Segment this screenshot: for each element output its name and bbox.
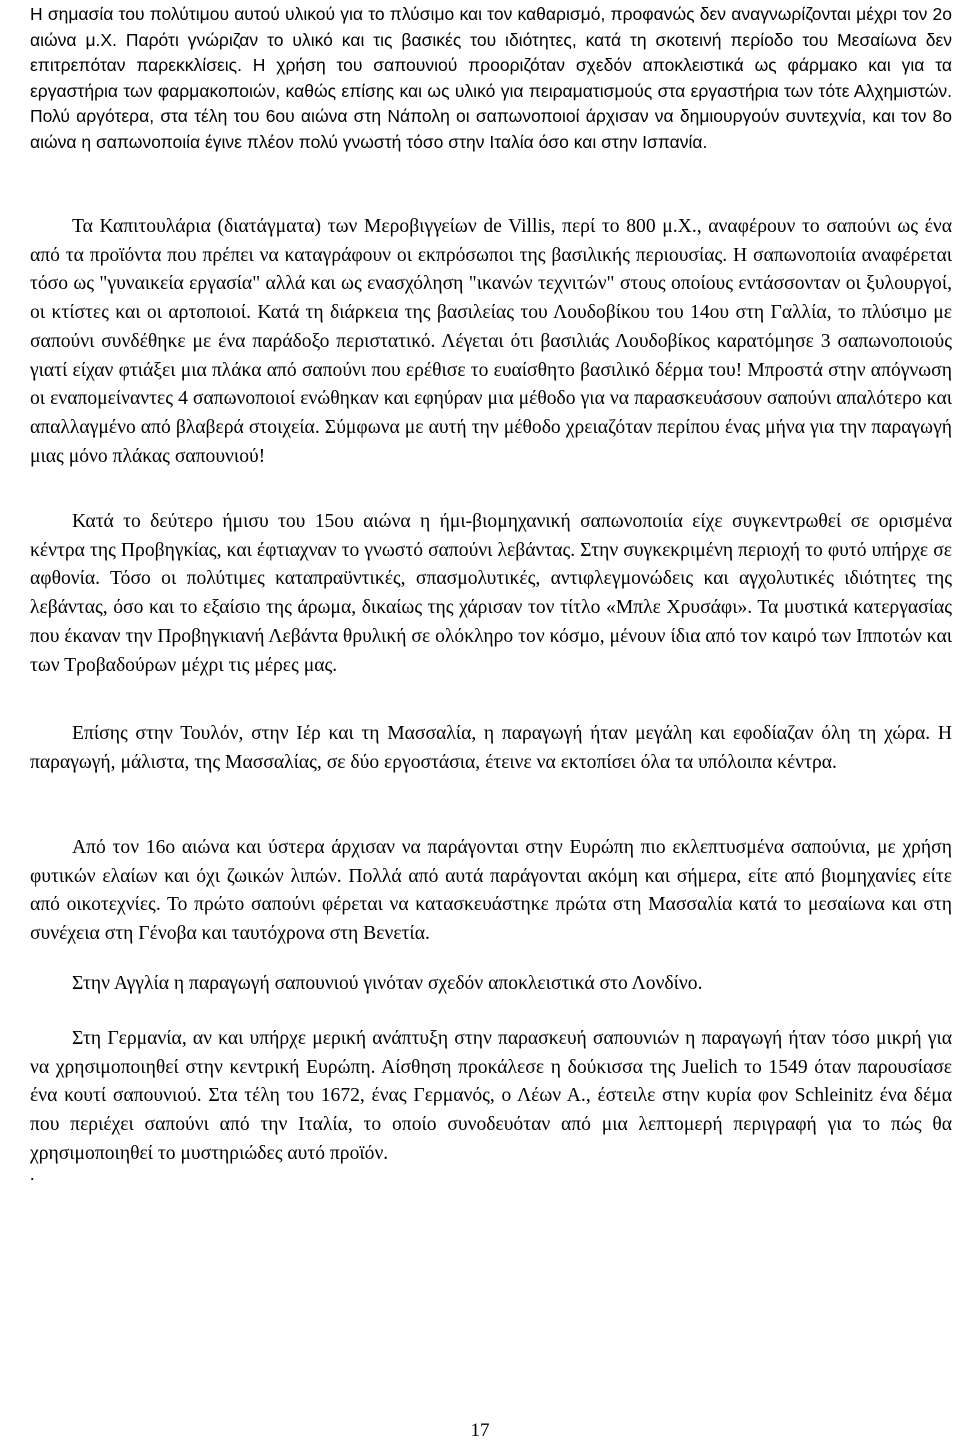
- paragraph-toulon-marseille: Επίσης στην Τουλόν, στην Ιέρ και τη Μασσαλία, η παραγωγή ήταν μεγάλη και εφοδίαζαν όλη τη χώρα. Η παραγωγή, μάλιστα, της Μασσαλίας, σε δύο εργοστάσια, έτεινε να εκτοπίσει όλα τα υπόλοιπα κέντρα.: [30, 723, 952, 773]
- paragraph-england: Στην Αγγλία η παραγωγή σαπουνιού γινόταν σχεδόν αποκλειστικά στο Λονδίνο.: [72, 973, 703, 994]
- paragraph-provence-lavender: Κατά το δεύτερο ήμισυ του 15ου αιώνα η ήμι-βιομηχανική σαπωνοποιία είχε συγκεντρωθεί σε ορισμένα κέντρα της Προβηγκίας, και έφτιαχναν το γνωστό σαπούνι λεβάντας. Στην συγκεκριμένη περιοχή το φυτό υπήρχε σε αφθονία. Τόσο οι πολύτιμες καταπραϋντικές, σπασμολυτικές, αντιφλεγμονώδεις και αγχολυτικές ιδιότητες της λεβάντας, όσο και το εξαίσιο της άρωμα, δικαίως της χάρισαν τον τίτλο «Μπλε Χρυσάφι». Τα μυστικά κατεργασίας που έκαναν την Προβηγκιανή Λεβάντα θρυλική σε ολόκληρο τον κόσμο, μένουν ίδια από τον καιρό των Ιπποτών και των Τροβαδούρων μέχρι τις μέρες μας.: [30, 511, 952, 676]
- stray-dot: .: [30, 1164, 35, 1184]
- page-number: 17: [470, 1420, 490, 1441]
- paragraph-soap-history-middle-ages: Η σημασία του πολύτιμου αυτού υλικού για το πλύσιμο και τον καθαρισμό, προφανώς δεν αναγνωρίζονται μέχρι τον 2ο αιώνα μ.Χ. Παρότι γνώριζαν το υλικό και τις βασικές του ιδιότητες, κατά τη σκοτεινή περίοδο του Μεσαίωνα δεν επιτρεπόταν παρεκκλίσεις. Η χρήση του σαπουνιού προοριζόταν σχεδόν αποκλειστικά ως φάρμακο και για τα εργαστήρια των φαρμακοποιών, καθώς επίσης και ως υλικό για πειραματισμούς στα εργαστήρια των τότε Αλχημιστών. Πολύ αργότερα, στα τέλη του 6ου αιώνα στη Νάπολη οι σαπωνοποιοί άρχισαν να δημιουργούν συντεχνία, και τον 8ο αιώνα η σαπωνοποιία έγινε πλέον πολύ γνωστή τόσο στην Ιταλία όσο και στην Ισπανία.: [30, 4, 952, 152]
- paragraph-germany: Στη Γερμανία, αν και υπήρχε μερική ανάπτυξη στην παρασκευή σαπουνιών η παραγωγή ήταν τόσο μικρή για να χρησιμοποιηθεί στην κεντρική Ευρώπη. Αίσθηση προκάλεσε η δούκισσα της Juelich το 1549 όταν παρουσίασε ένα κουτί σαπουνιού. Στα τέλη του 1672, ένας Γερμανός, ο Λέων Α., έστειλε στην κυρία φον Schleinitz ένα δέμα που περιέχει σαπούνι από την Ιταλία, το οποίο συνοδευόταν από μια λεπτομερή περιγραφή για το πώς θα χρησιμοποιηθεί το μυστηριώδες αυτό προϊόν.: [30, 1028, 952, 1164]
- paragraph-16th-century: Από τον 16ο αιώνα και ύστερα άρχισαν να παράγονται στην Ευρώπη πιο εκλεπτυσμένα σαπούνια, με χρήση φυτικών ελαίων και όχι ζωικών λιπών. Πολλά από αυτά παράγονται ακόμη και σήμερα, είτε από βιομηχανίες είτε από οικοτεχνίες. Το πρώτο σαπούνι φέρεται να κατασκευάστηκε πρώτα στη Μασσαλία κατά το μεσαίωνα και στη συνέχεια στη Γένοβα και ταυτόχρονα στη Βενετία.: [30, 837, 952, 945]
- paragraph-capitularies: Τα Καπιτουλάρια (διατάγματα) των Μεροβιγγείων de Villis, περί το 800 μ.Χ., αναφέρουν το σαπούνι ως ένα από τα προϊόντα που πρέπει να καταγράφουν οι εκπρόσωποι της βασιλικής περιουσίας. Η σαπωνοποιία αναφέρεται τόσο ως "γυναικεία εργασία" αλλά και ως ενασχόληση "ικανών τεχνιτών" στους οποίους εντάσσονταν οι ξυλουργοί, οι κτίστες και οι αρτοποιοί. Κατά τη διάρκεια της βασιλείας του Λουδοβίκου του 14ου στη Γαλλία, το πλύσιμο με σαπούνι συνδέθηκε με ένα παράδοξο περιστατικό. Λέγεται ότι βασιλιάς Λουδοβίκος καρατόμησε 3 σαπωνοποιούς γιατί είχαν φτιάξει μια πλάκα από σαπούνι που ερέθισε το ευαίσθητο βασιλικό δέρμα του! Μπροστά στην απόγνωση οι εναπομείναντες 4 σαπωνοποιοί ενώθηκαν και εφηύραν μια μέθοδο για να παρασκευάσουν σαπούνι απαλότερο και απαλλαγμένο από βλαβερά στοιχεία. Σύμφωνα με αυτή την μέθοδο χρειαζόταν περίπου ένας μήνα για την παραγωγή μιας μόνο πλάκας σαπουνιού!: [30, 216, 952, 467]
